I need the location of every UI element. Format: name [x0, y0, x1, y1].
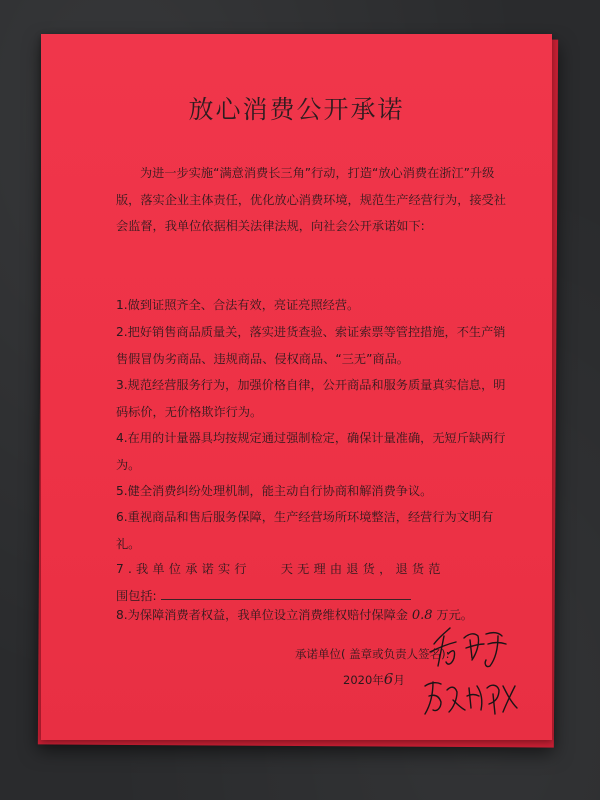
document-title: 放心消费公开承诺: [188, 95, 405, 124]
commitment-item-5: 5.健全消费纠纷处理机制，能主动自行协商和解消费争议。: [116, 484, 433, 498]
handwritten-signature-2: [419, 672, 529, 720]
commitment-item-6: 6.重视商品和售后服务保障，生产经营场所环境整洁，经营行为文明有礼。: [116, 510, 494, 551]
commitment-item-4: 4.在用的计量器具均按规定通过强制检定，确保计量准确，无短斤缺两行为。: [116, 431, 506, 472]
item-8-suffix: 万元。: [436, 608, 473, 622]
item-7-text-start: 7.我单位承诺实行: [116, 562, 251, 576]
item-7-text-end: 围包括:: [116, 588, 157, 603]
commitment-item-3: 3.规范经营服务行为，加强价格自律，公开商品和服务质量真实信息，明码标价，无价格欺诈行为。: [116, 378, 506, 419]
red-paper-document: [41, 34, 552, 740]
commitment-date: [343, 670, 405, 688]
item-8-text: 8.为保障消费者权益，我单位设立消费维权赔付保障金: [116, 608, 408, 622]
return-scope-blank-line: [161, 587, 411, 600]
date-month-handwritten: 6: [383, 670, 394, 688]
signature-label: 承诺单位( 盖章或负责人签名):: [295, 647, 450, 661]
commitment-item-2: 2.把好销售商品质量关，落实进货查验、索证索票等管控措施，不生产销售假冒伪劣商品、违规商品、侵权商品、“三无”商品。: [116, 325, 506, 366]
item-7-text-middle: 天无理由退货，退货范: [280, 562, 445, 576]
date-month-suffix: 月: [393, 673, 405, 687]
handwritten-signature-1: [426, 614, 521, 674]
intro-paragraph: 为进一步实施“满意消费长三角”行动，打造“放心消费在浙江”升级版，落实企业主体责任，优化放心消费环境，规范生产经营行为，接受社会监督，我单位依据相关法律法规，向社会公开承诺如下:: [116, 166, 506, 233]
handwritten-amount: 0.8: [411, 608, 433, 623]
date-year: 2020年: [343, 673, 384, 687]
commitment-item-1: 1.做到证照齐全、合法有效，亮证亮照经营。: [116, 298, 360, 312]
